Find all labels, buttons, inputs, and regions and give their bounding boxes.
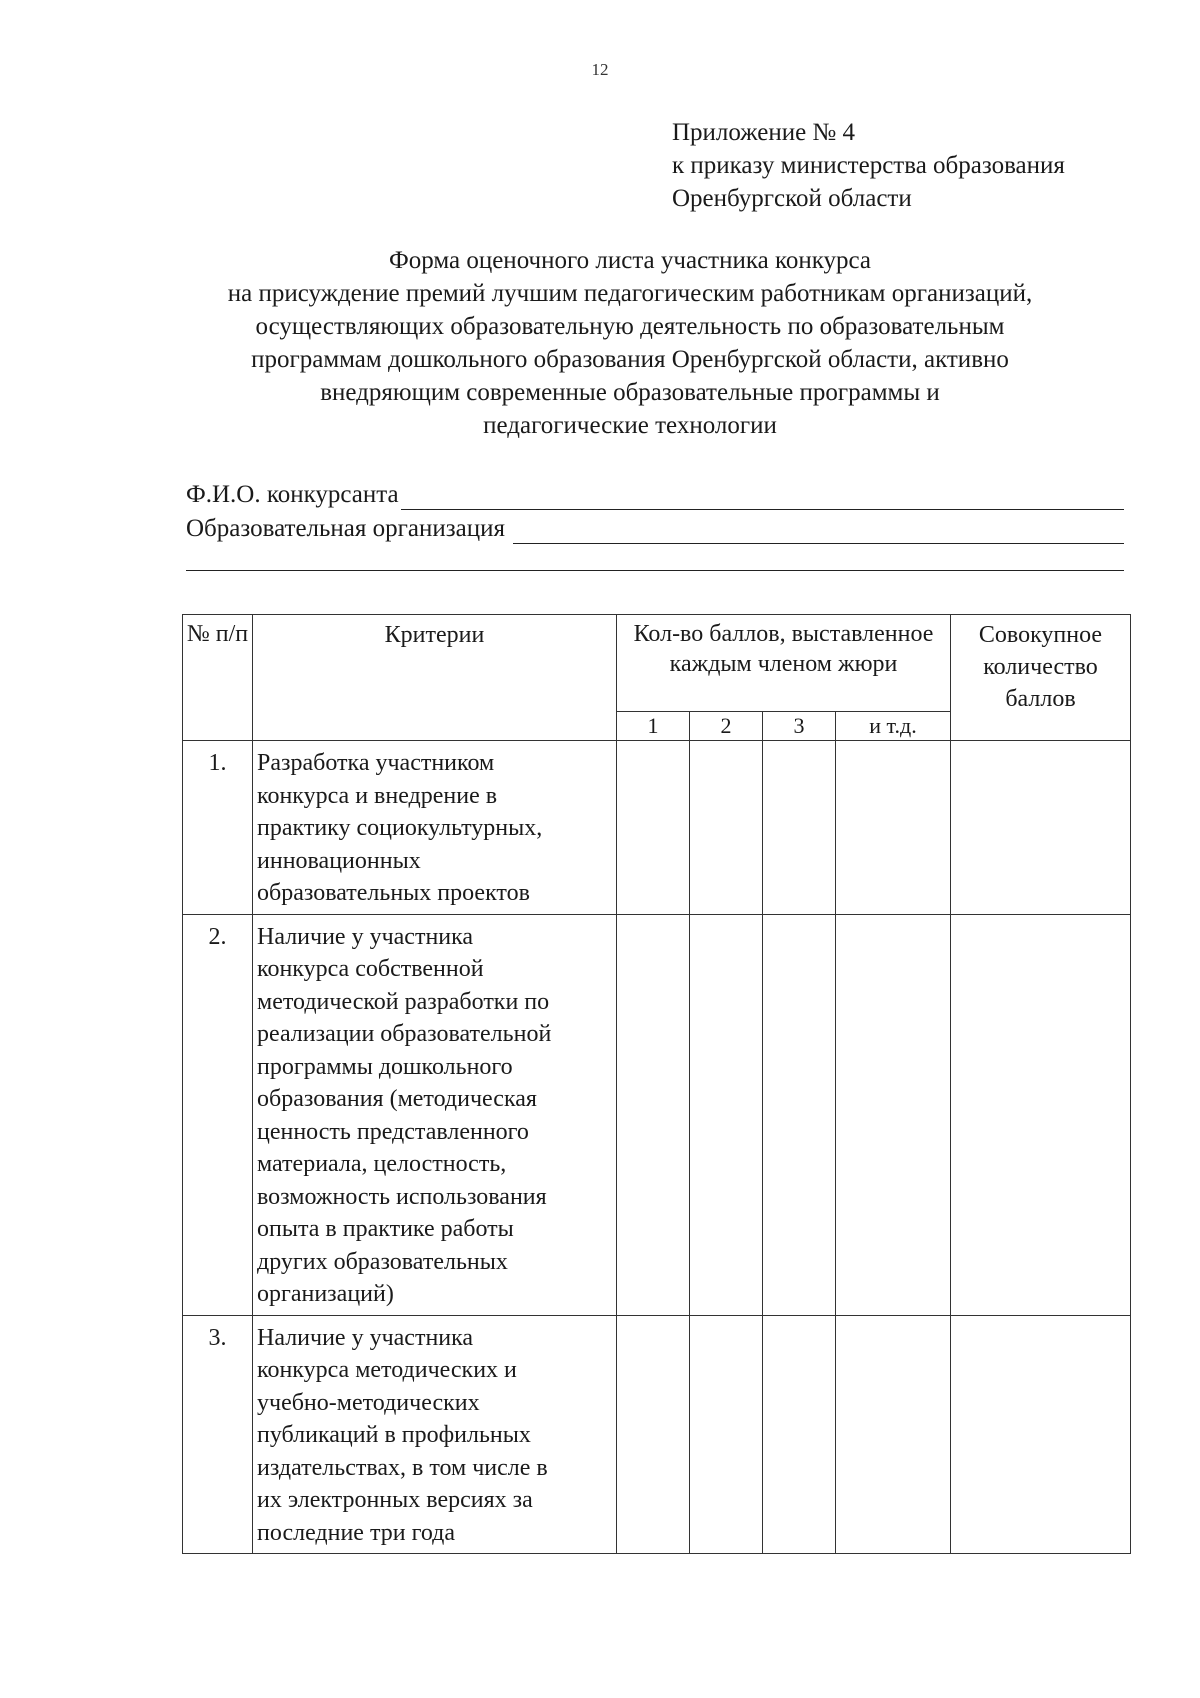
score-cell[interactable]: [763, 1315, 836, 1554]
score-cell[interactable]: [690, 1315, 763, 1554]
evaluation-table: [182, 614, 1131, 1554]
score-cell[interactable]: [617, 741, 690, 915]
criterion-line: конкурса и внедрение в: [257, 782, 498, 809]
criterion-line: инновационных: [257, 847, 421, 874]
criterion-line: практику социокультурных,: [257, 815, 543, 841]
row-number: 2.: [183, 914, 253, 1315]
jury-column-2: 2: [690, 712, 763, 741]
score-cell[interactable]: [763, 741, 836, 915]
criterion-line: издательствах, в том числе в: [257, 1454, 548, 1481]
score-cell[interactable]: [690, 914, 763, 1315]
appendix-line: к приказу министерства образования: [672, 152, 1065, 179]
criterion-line: организаций): [257, 1281, 394, 1307]
criterion-line: других образовательных: [257, 1248, 508, 1275]
title-line: осуществляющих образовательную деятельность по образовательным: [255, 313, 1005, 340]
table-row: [183, 1315, 1131, 1554]
header-row: [183, 615, 1131, 712]
header-num: № п/п: [183, 615, 253, 741]
criterion-line: программы дошкольного: [257, 1053, 513, 1080]
organization-field-row: [186, 510, 1124, 544]
criterion-text: [253, 914, 617, 1315]
criterion-line: последние три года: [257, 1519, 455, 1546]
page-number: 12: [591, 60, 609, 79]
score-cell[interactable]: [836, 741, 951, 915]
score-cell[interactable]: [690, 741, 763, 915]
criterion-line: методической разработки по: [257, 988, 550, 1015]
row-number: 1.: [183, 741, 253, 915]
appendix-line: Приложение № 4: [672, 119, 856, 146]
criterion-line: Наличие у участника: [257, 923, 474, 950]
fio-field-row: [186, 476, 1124, 510]
header-criteria: Критерии: [253, 615, 617, 741]
criterion-line: учебно-методических: [257, 1389, 480, 1416]
criterion-line: Разработка участником: [257, 750, 495, 776]
total-score-cell[interactable]: [951, 1315, 1131, 1554]
criterion-line: опыта в практике работы: [257, 1216, 514, 1242]
score-cell[interactable]: [617, 914, 690, 1315]
table-row: [183, 741, 1131, 915]
jury-column-etc: и т.д.: [836, 712, 951, 741]
fio-blank-line[interactable]: [401, 485, 1124, 510]
fio-label: Ф.И.О. конкурсанта: [186, 481, 399, 508]
score-cell[interactable]: [836, 1315, 951, 1554]
score-cell[interactable]: [617, 1315, 690, 1554]
criterion-line: материала, целостность,: [257, 1151, 507, 1177]
total-score-cell[interactable]: [951, 741, 1131, 915]
appendix-note: [672, 116, 1065, 215]
criterion-line: возможность использования: [257, 1183, 547, 1210]
criterion-line: реализации образовательной: [257, 1021, 552, 1047]
criterion-line: ценность представленного: [257, 1118, 529, 1145]
criterion-line: образования (методическая: [257, 1086, 537, 1112]
title-line: на присуждение премий лучшим педагогическим работникам организаций,: [227, 280, 1033, 307]
criterion-text: [253, 1315, 617, 1554]
criterion-line: Наличие у участника: [257, 1324, 474, 1351]
table-row: [183, 914, 1131, 1315]
organization-blank-line[interactable]: [513, 519, 1124, 544]
score-cell[interactable]: [763, 914, 836, 1315]
title-line: педагогические технологии: [483, 412, 777, 439]
jury-column-3: 3: [763, 712, 836, 741]
title-line: внедряющим современные образовательные программы и: [320, 379, 940, 406]
criterion-line: образовательных проектов: [257, 880, 530, 906]
criterion-line: публикаций в профильных: [257, 1422, 531, 1448]
criterion-line: их электронных версиях за: [257, 1487, 533, 1513]
title-line: программам дошкольного образования Оренбургской области, активно: [251, 346, 1009, 373]
criterion-line: конкурса собственной: [257, 956, 484, 982]
form-title: [150, 244, 1110, 442]
jury-column-1: 1: [617, 712, 690, 741]
appendix-line: Оренбургской области: [672, 185, 912, 212]
row-number: 3.: [183, 1315, 253, 1554]
organization-continuation-line[interactable]: [186, 570, 1124, 571]
header-jury-scores: Кол-во баллов, выставленное каждым членом жюри: [617, 615, 951, 712]
organization-label: Образовательная организация: [186, 515, 505, 542]
score-cell[interactable]: [836, 914, 951, 1315]
total-score-cell[interactable]: [951, 914, 1131, 1315]
criterion-line: конкурса методических и: [257, 1357, 517, 1383]
title-line: Форма оценочного листа участника конкурса: [388, 247, 872, 274]
criterion-text: [253, 741, 617, 915]
header-total-score: Совокупное количество баллов: [951, 615, 1131, 741]
